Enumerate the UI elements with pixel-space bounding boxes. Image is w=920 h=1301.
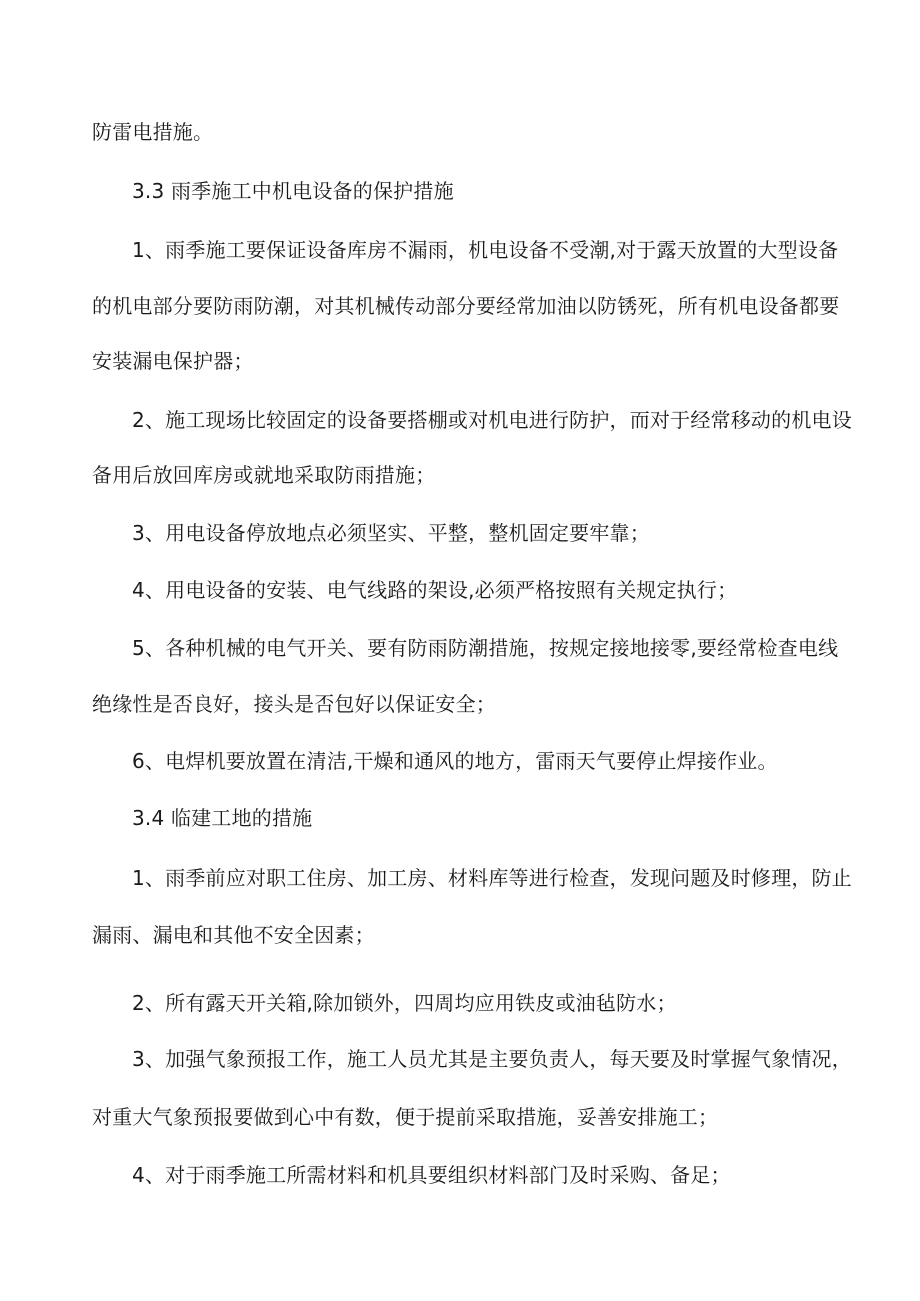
text-line: 1、雨季前应对职工住房、加工房、材料库等进行检查，发现问题及时修理，防止 xyxy=(132,866,852,890)
text-line: 1、雨季施工要保证设备库房不漏雨，机电设备不受潮,对于露天放置的大型设备 xyxy=(132,238,839,262)
text-line: 2、施工现场比较固定的设备要搭棚或对机电进行防护，而对于经常移动的机电设 xyxy=(132,408,852,432)
text-line: 3、加强气象预报工作，施工人员尤其是主要负责人，每天要及时掌握气象情况， xyxy=(132,1047,852,1071)
text-line: 漏雨、漏电和其他不安全因素； xyxy=(92,923,375,947)
text-line: 备用后放回库房或就地采取防雨措施； xyxy=(92,463,436,487)
text-line: 绝缘性是否良好，接头是否包好以保证安全； xyxy=(92,692,496,716)
text-line: 对重大气象预报要做到心中有数，便于提前采取措施，妥善安排施工； xyxy=(92,1105,719,1129)
text-line: 的机电部分要防雨防潮，对其机械传动部分要经常加油以防锈死，所有机电设备都要 xyxy=(92,294,840,318)
text-line: 4、对于雨季施工所需材料和机具要组织材料部门及时采购、备足； xyxy=(132,1163,731,1187)
text-line: 2、所有露天开关箱,除加锁外，四周均应用铁皮或油毡防水； xyxy=(132,991,677,1015)
text-line: 5、各种机械的电气开关、要有防雨防潮措施，按规定接地接零,要经常检查电线 xyxy=(132,636,839,660)
text-line: 安装漏电保护器； xyxy=(92,349,254,373)
section-heading: 3.3 雨季施工中机电设备的保护措施 xyxy=(132,179,454,203)
text-line: 4、用电设备的安装、电气线路的架设,必须严格按照有关规定执行； xyxy=(132,578,738,602)
text-line: 3、用电设备停放地点必须坚实、平整，整机固定要牢靠； xyxy=(132,521,650,545)
text-line: 6、电焊机要放置在清洁,干燥和通风的地方，雷雨天气要停止焊接作业。 xyxy=(132,749,778,773)
text-line: 防雷电措施。 xyxy=(92,120,214,144)
section-heading: 3.4 临建工地的措施 xyxy=(132,806,313,830)
